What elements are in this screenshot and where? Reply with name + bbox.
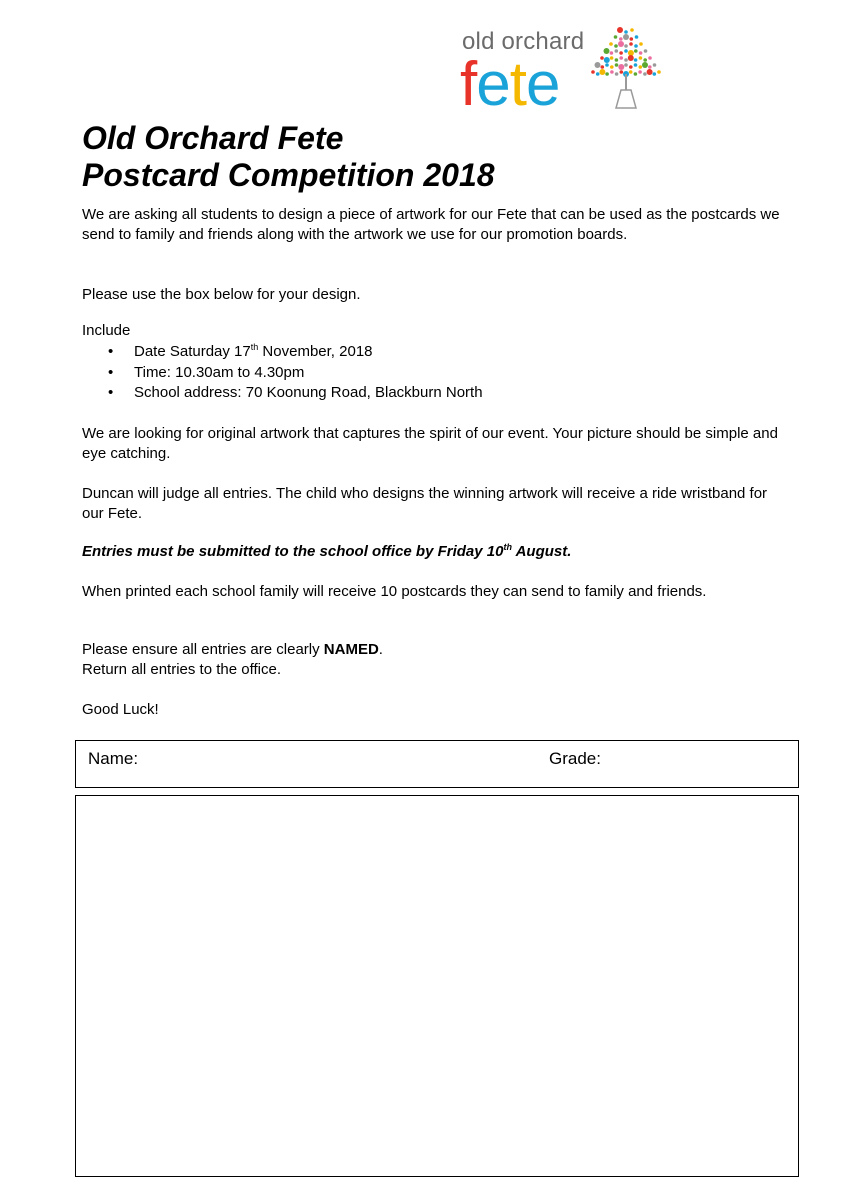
- tree-dot: [624, 63, 628, 67]
- tree-dot: [657, 70, 661, 74]
- tree-dot: [595, 62, 601, 68]
- tree-dot: [635, 35, 639, 39]
- logo-fete-word: [460, 50, 560, 119]
- tree-dot: [623, 34, 629, 40]
- tree-dot: [599, 69, 605, 75]
- tree-dot: [604, 48, 610, 54]
- tree-dot: [624, 30, 628, 34]
- tree-dot: [619, 51, 623, 55]
- tree-dot: [634, 63, 638, 67]
- logo-letter-f: f: [460, 50, 477, 119]
- tree-dot: [605, 72, 609, 76]
- deadline-notice: Entries must be submitted to the school office by Friday 10th August.: [82, 542, 572, 560]
- tree-dot: [653, 72, 657, 76]
- tree-dot: [604, 57, 610, 63]
- tree-dot: [624, 44, 628, 48]
- title-line-1: Old Orchard Fete: [82, 120, 344, 156]
- tree-dot: [653, 63, 657, 67]
- tree-dot: [601, 65, 605, 69]
- tree-dot: [639, 65, 643, 69]
- include-label: Include: [82, 322, 131, 339]
- tree-dot: [634, 72, 638, 76]
- tree-dot: [614, 35, 618, 39]
- tree-dot: [648, 65, 652, 69]
- naming-paragraph: Please ensure all entries are clearly NAMED. Return all entries to the office.: [82, 641, 383, 678]
- named-emphasis: NAMED: [323, 641, 379, 658]
- tree-dot: [605, 63, 609, 67]
- title-line-2: Postcard Competition 2018: [82, 157, 495, 193]
- tree-dot: [639, 56, 643, 60]
- tree-dot: [643, 72, 647, 76]
- list-item-address: • School address: 70 Koonung Road, Blackburn North: [108, 383, 483, 404]
- tree-dot: [629, 70, 633, 74]
- tree-dot: [610, 65, 614, 69]
- list-item-date: • Date Saturday 17th November, 2018: [108, 342, 483, 363]
- tree-dot: [610, 70, 614, 74]
- tree-dot: [615, 63, 619, 67]
- tree-dot: [591, 70, 595, 74]
- tree-dot: [617, 27, 623, 33]
- tree-dot: [620, 70, 624, 74]
- postcards-paragraph: When printed each school family will receive 10 postcards they can send to family and friends.: [82, 583, 707, 600]
- tree-dot: [629, 65, 633, 69]
- logo-letter-t: t: [509, 50, 526, 119]
- tree-dot: [615, 72, 619, 76]
- judging-paragraph: Duncan will judge all entries. The child who designs the winning artwork will receive a ride wristband for our Fete.: [82, 485, 768, 522]
- design-drawing-area[interactable]: [75, 795, 799, 1177]
- tree-dot: [644, 49, 648, 53]
- tree-dot: [638, 70, 642, 74]
- tree-dot: [624, 49, 628, 53]
- tree-dot: [618, 64, 624, 70]
- logo-letter-e1: e: [476, 50, 510, 119]
- tree-dot: [639, 42, 643, 46]
- list-item-time: • Time: 10.30am to 4.30pm: [108, 363, 483, 384]
- intro-paragraph: We are asking all students to design a piece of artwork for our Fete that can be used as the postcards we send to family and friends along with the artwork we use for our promotion boards.: [82, 206, 780, 243]
- tree-dot: [634, 58, 638, 62]
- logo-letter-e2: e: [525, 50, 560, 119]
- tree-dot: [629, 42, 633, 46]
- tree-dot: [643, 58, 647, 62]
- fete-logo: [460, 24, 662, 119]
- good-luck-text: Good Luck!: [82, 701, 159, 718]
- tree-dot: [648, 56, 652, 60]
- tree-dot: [615, 49, 619, 53]
- tree-dot: [647, 69, 653, 75]
- logo-top-text: old orchard: [462, 28, 585, 55]
- tree-dot: [596, 72, 600, 76]
- tree-dot: [639, 51, 643, 55]
- tree-dot: [609, 42, 613, 46]
- tree-dot: [619, 37, 623, 41]
- tree-dot: [630, 37, 634, 41]
- use-box-paragraph: Please use the box below for your design.: [82, 286, 361, 303]
- tree-dot: [634, 49, 638, 53]
- grade-label: Grade:: [549, 749, 601, 768]
- name-grade-box[interactable]: [75, 740, 799, 788]
- tree-dot: [628, 55, 634, 61]
- tree-dot: [600, 56, 604, 60]
- tree-dot: [610, 56, 614, 60]
- tree-icon: [590, 24, 662, 114]
- tree-dot: [618, 41, 624, 47]
- tree-dot: [614, 44, 618, 48]
- tree-dot: [630, 28, 634, 32]
- tree-dot: [624, 58, 628, 62]
- tree-dot: [642, 62, 648, 68]
- tree-dot: [610, 51, 614, 55]
- page-title: [82, 120, 495, 194]
- tree-dot: [634, 44, 638, 48]
- tree-dot: [615, 58, 619, 62]
- name-label: Name:: [88, 749, 139, 768]
- include-list: [108, 342, 483, 404]
- original-artwork-paragraph: We are looking for original artwork that captures the spirit of our event. Your picture should be simple and eye catching.: [82, 425, 778, 462]
- tree-dot: [619, 56, 623, 60]
